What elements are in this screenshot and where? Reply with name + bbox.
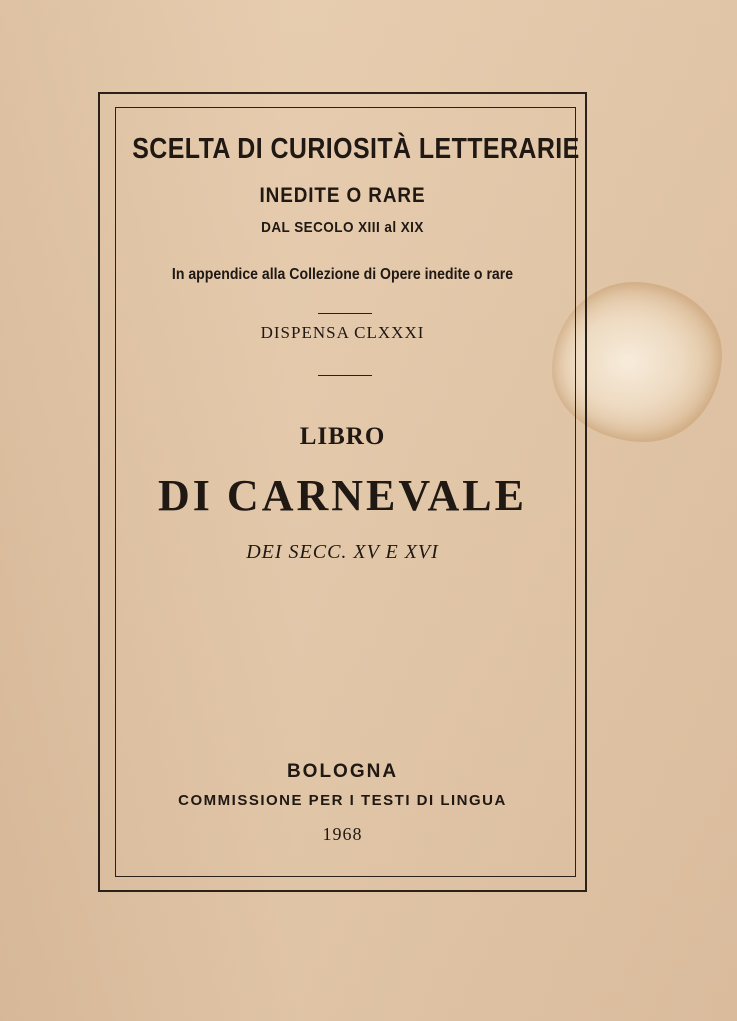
book-title-subtitle: DEI SECC. XV E XVI [246, 541, 439, 563]
series-subtitle: INEDITE O RARE [259, 184, 426, 207]
publication-year: 1968 [322, 824, 363, 844]
divider-bottom [318, 375, 372, 376]
series-title: SCELTA DI CURIOSITÀ LETTERARIE [132, 133, 580, 165]
publisher-city: BOLOGNA [286, 761, 399, 782]
dispensa-label: DISPENSA CLXXXI [260, 323, 425, 342]
book-title-main: DI CARNEVALE [158, 471, 527, 520]
appendix-note: In appendice alla Collezione di Opere inedite o rare [171, 266, 514, 283]
series-range: DAL SECOLO XIII al XIX [261, 219, 424, 236]
publisher-name: COMMISSIONE PER I TESTI DI LINGUA [178, 792, 507, 809]
book-title-line1: LIBRO [299, 423, 386, 450]
divider-top [318, 313, 372, 314]
